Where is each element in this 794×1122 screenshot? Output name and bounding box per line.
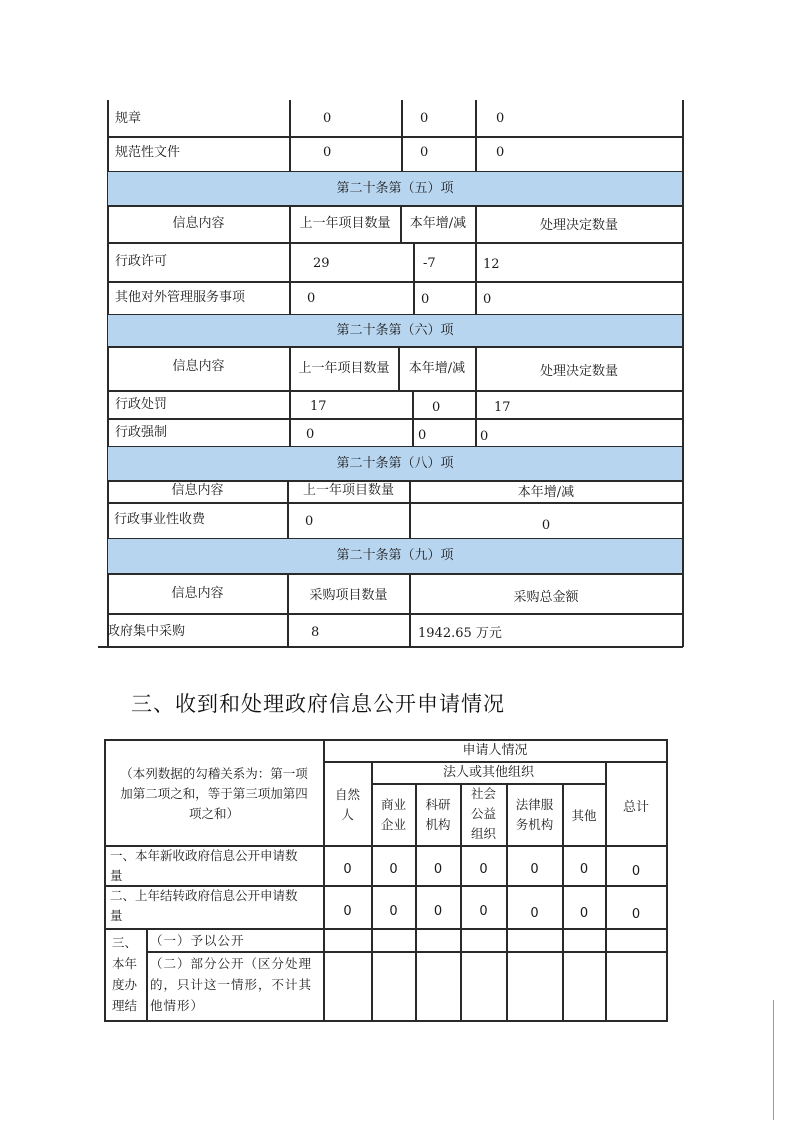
cell-value: 0: [479, 904, 488, 919]
label-line: 量: [110, 868, 123, 883]
cell-value: 17: [310, 399, 327, 414]
cell-value: 8: [311, 625, 320, 640]
col-divider: [413, 242, 415, 314]
label-line: 理结: [112, 998, 138, 1013]
col-divider: [475, 346, 477, 446]
column-header: 上一年项目数量: [302, 483, 394, 498]
label-line: 一、本年新收政府信息公开申请数: [110, 848, 298, 863]
label-line: 量: [110, 908, 123, 923]
row-label: 规范性文件: [115, 145, 181, 160]
cell-value: 17: [494, 400, 511, 415]
cell-value: 0: [479, 862, 488, 877]
row-label: 政府集中采购: [107, 624, 186, 639]
label-line: 本年: [112, 956, 138, 971]
cell-value: 0: [631, 907, 641, 922]
cell-value: 1942.65 万元: [418, 626, 502, 641]
cell-value: 0: [420, 111, 429, 126]
cell-value: 0: [389, 862, 398, 877]
cell-value: 0: [307, 291, 316, 306]
cell-value: 0: [343, 904, 352, 919]
col-divider: [409, 573, 411, 647]
cell-value: 0: [579, 862, 589, 877]
applicant-header: 申请人情况: [462, 743, 528, 758]
legal-org-header: 法人或其他组织: [442, 765, 534, 780]
cell-value: 0: [541, 518, 551, 533]
cell-value: 0: [496, 145, 505, 160]
cell-value: -7: [423, 256, 436, 271]
sub-row-label: [150, 953, 312, 1016]
column-header: 信息内容: [172, 216, 225, 231]
row-divider: [107, 573, 683, 575]
row-divider: [98, 646, 683, 648]
row-divider: [107, 346, 683, 348]
row-label: 行政许可: [115, 254, 168, 269]
header-line: 务机构: [515, 817, 554, 832]
cell-value: 0: [420, 145, 429, 160]
column-header-total: 总计: [622, 800, 649, 815]
label-line: （二）部分公开（区分处理: [150, 956, 313, 971]
column-header: 信息内容: [171, 586, 224, 601]
sub-row-label: [150, 931, 245, 951]
cell-value: 0: [418, 428, 427, 443]
row-divider: [107, 613, 683, 615]
col-divider: [323, 739, 325, 1021]
label-line: 他情形）: [150, 998, 205, 1013]
cell-value: 0: [306, 427, 315, 442]
cell-value: 0: [323, 145, 332, 160]
cell-value: 0: [579, 906, 589, 921]
column-header-public-welfare: [461, 784, 506, 844]
header-line: 自然: [334, 787, 360, 802]
column-header: 采购项目数量: [309, 588, 388, 603]
header-line: 人: [341, 807, 354, 822]
column-header: 本年增/减: [408, 361, 466, 376]
cell-value: 0: [421, 292, 430, 307]
header-line: 企业: [380, 817, 406, 832]
label-line: （一）予以公开: [150, 933, 245, 948]
row-divider: [107, 418, 683, 420]
cell-value: 0: [530, 906, 539, 921]
table-border-right: [666, 739, 668, 1021]
column-header: 本年增/减: [409, 216, 467, 231]
cell-value: 0: [432, 400, 441, 415]
cell-value: 12: [483, 257, 500, 272]
natural-person-header: [324, 785, 371, 825]
section-title: 第二十条第（六）项: [336, 323, 454, 338]
label-line: 度办: [112, 977, 138, 992]
cell-value: 0: [631, 864, 641, 879]
cell-value: 29: [313, 256, 330, 271]
cell-value: 0: [496, 111, 505, 126]
header-line: 其他: [571, 808, 597, 823]
cell-value: 0: [389, 904, 398, 919]
column-header-research: [416, 795, 460, 835]
row-divider: [107, 390, 683, 392]
col-divider: [287, 573, 289, 647]
section-title: 第二十条第（八）项: [336, 456, 454, 471]
note-line: （本列数据的勾稽关系为：第一项: [120, 766, 308, 781]
row-divider: [107, 281, 683, 283]
column-header-other: [563, 806, 605, 826]
section-title: 第二十条第（九）项: [336, 548, 454, 563]
column-header: 采购总金额: [513, 590, 579, 605]
cell-value: 0: [343, 862, 352, 877]
row-label: 行政处罚: [115, 397, 168, 412]
header-line: 组织: [470, 826, 496, 841]
row-divider: [107, 136, 683, 138]
cell-value: 0: [305, 514, 314, 529]
column-header: 处理决定数量: [539, 218, 618, 233]
cell-value: 0: [530, 862, 539, 877]
column-header: 信息内容: [171, 483, 224, 498]
cell-value: 0: [433, 904, 443, 919]
section-heading: 三、收到和处理政府信息公开申请情况: [131, 692, 505, 716]
header-line: 社会: [470, 786, 496, 801]
row-label: 行政强制: [115, 425, 168, 440]
column-header: 处理决定数量: [539, 364, 618, 379]
column-header: 信息内容: [172, 359, 225, 374]
row-divider: [107, 502, 683, 504]
header-line: 科研: [425, 797, 451, 812]
cell-value: 0: [483, 292, 492, 307]
row-label: [110, 886, 298, 926]
table-border-bottom: [104, 1020, 668, 1022]
note-line: 加第二项之和，等于第三项加第四: [120, 786, 308, 801]
col-divider: [146, 928, 148, 1021]
column-header: 本年增/减: [517, 485, 575, 500]
row-label: 其他对外管理服务事项: [115, 290, 246, 305]
row-label: [110, 846, 298, 886]
header-line: 公益: [470, 806, 496, 821]
cell-value: 0: [323, 111, 332, 126]
row-label: 规章: [115, 111, 142, 126]
cell-value: 0: [433, 862, 443, 877]
section-title: 第二十条第（五）项: [336, 181, 454, 196]
column-header-business: [372, 795, 415, 835]
table-border-top: [104, 739, 668, 741]
cell-value: 0: [480, 429, 489, 444]
note-line: 项之和）: [188, 806, 239, 821]
row-divider: [107, 205, 683, 207]
group3-label: [112, 932, 137, 1016]
row-divider: [107, 242, 683, 244]
label-line: 二、上年结转政府信息公开申请数: [110, 888, 298, 903]
label-line: 的，只计这一情形，不计其: [150, 977, 313, 992]
column-header: 上一年项目数量: [299, 216, 391, 231]
table-border-right: [682, 100, 684, 647]
row-divider: [104, 928, 668, 930]
header-line: 机构: [425, 817, 451, 832]
header-line: 商业: [380, 797, 406, 812]
column-header-legal-service: [507, 795, 562, 835]
scan-artifact-line: [773, 1000, 774, 1120]
row-label: 行政事业性收费: [114, 512, 206, 527]
label-line: 三、: [112, 935, 138, 950]
relation-note: [105, 764, 323, 824]
column-header: 上一年项目数量: [298, 361, 390, 376]
row-divider: [323, 761, 667, 763]
row-divider: [107, 480, 683, 482]
header-line: 法律服: [515, 797, 554, 812]
